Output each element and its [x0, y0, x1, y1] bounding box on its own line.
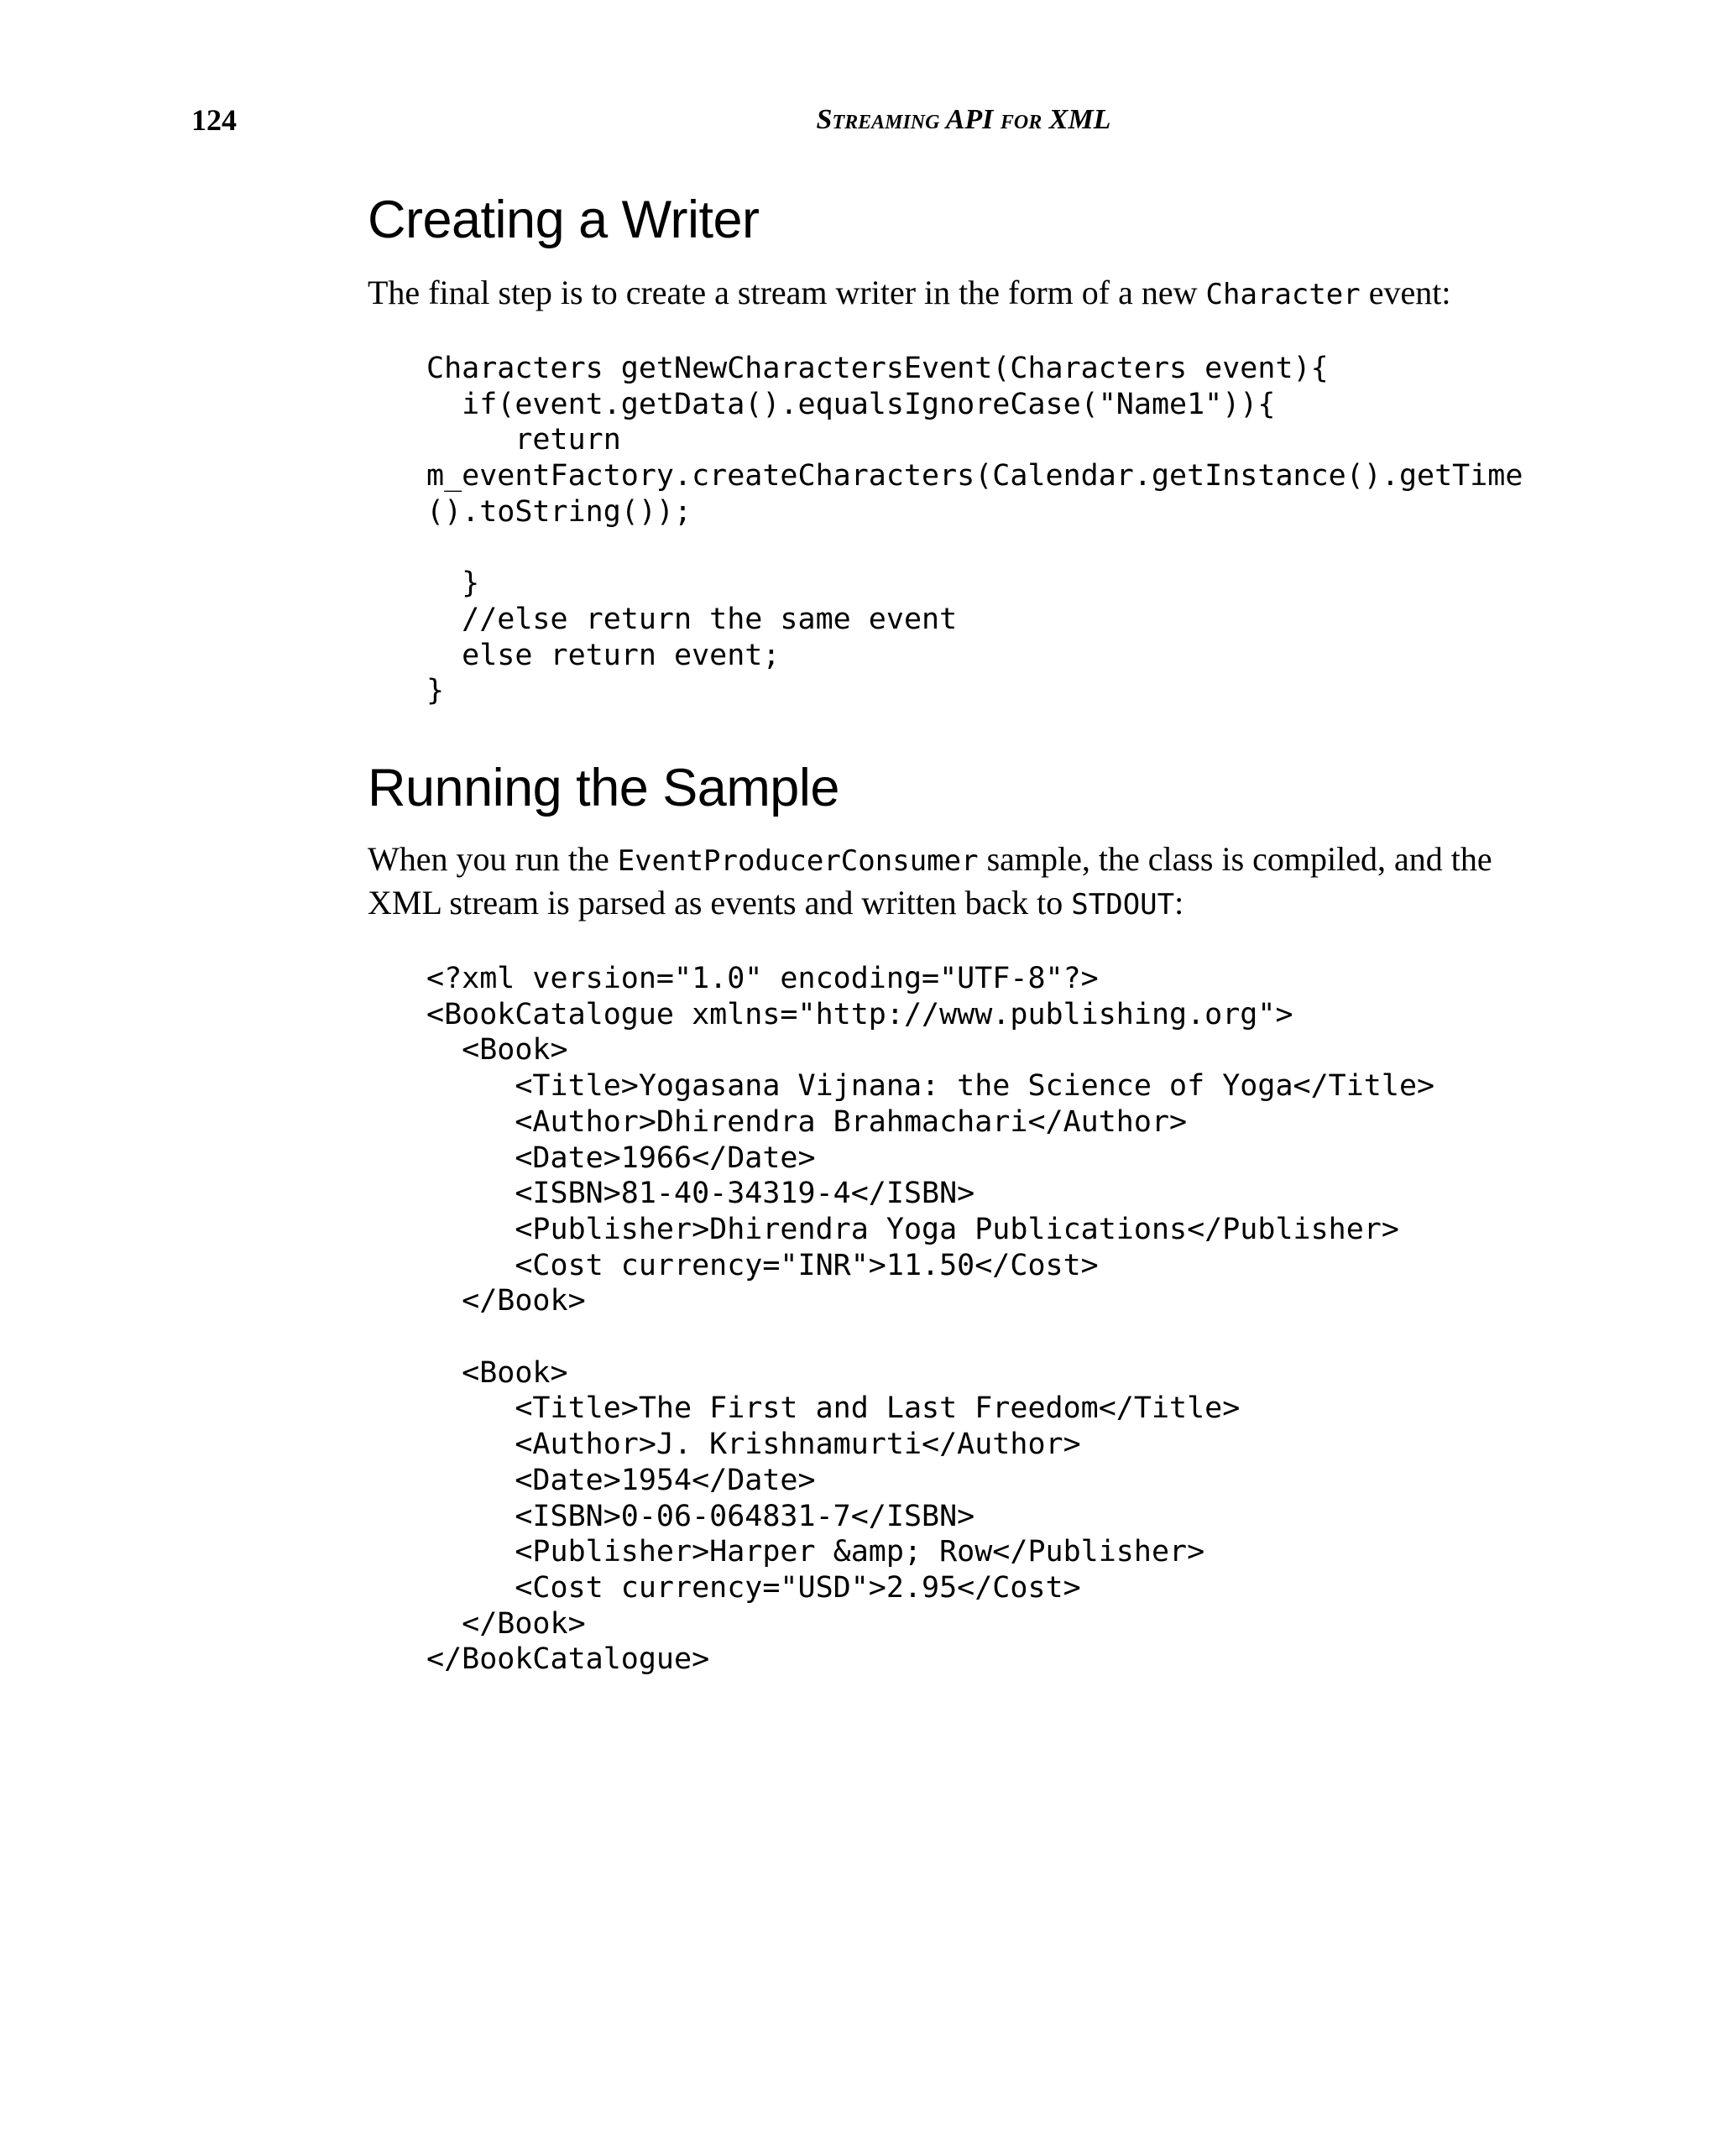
page-number: 124	[191, 103, 237, 137]
paragraph-text: When you run the	[368, 840, 618, 879]
paragraph-text: event:	[1360, 274, 1451, 311]
code-listing-xml-output: <?xml version="1.0" encoding="UTF-8"?> <BookCatalogue xmlns="http://www.publishing.org"> <Book> <Title>Yogasana Vijnana: the Science of Yoga</Title> <Author>Dhirendra Brahmachari</Author> <Date>1966</Date> <ISBN>81-40-34319-4</ISBN> <Publisher>Dhirendra Yoga Publications</Publisher> <Cost currency="INR">11.50</Cost> </Book> <Book> <Title>The First and Last Freedom</Title> <Author>J. Krishnamurti</Author> <Date>1954</Date> <ISBN>0-06-064831-7</ISBN> <Publisher>Harper &amp; Row</Publisher> <Cost currency="USD">2.95</Cost> </Book> </BookCatalogue>	[426, 962, 1435, 1677]
page-content	[368, 185, 1543, 1678]
paragraph-creating-writer	[368, 272, 1543, 316]
inline-code: EventProducerConsumer	[617, 844, 979, 879]
running-title-part: API	[945, 104, 994, 135]
paragraph-text: sample, the class is compiled, and the XML stream is parsed as events and written back to	[368, 840, 1492, 922]
section-heading-running-sample: Running the Sample	[368, 759, 839, 818]
section-heading-creating-writer: Creating a Writer	[368, 191, 760, 249]
running-title	[191, 99, 1551, 141]
running-head	[191, 99, 1551, 141]
code-listing-writer: Characters getNewCharactersEvent(Characters event){ if(event.getData().equalsIgnoreCase("Name1")){ return m_eventFactory.createCharacters(Calendar.getInstance().getTime ().toString()); } //else return the same event else return event; }	[426, 352, 1523, 708]
paragraph-running-sample	[368, 838, 1543, 926]
paragraph-text: :	[1174, 884, 1184, 922]
running-title-part: XML	[1048, 104, 1111, 135]
running-title-part: Streaming	[816, 104, 940, 135]
inline-code: STDOUT	[1071, 888, 1175, 922]
paragraph-text: The final step is to create a stream writer in the form of a new	[368, 274, 1206, 311]
inline-code: Character	[1205, 278, 1361, 311]
running-title-part: for	[1000, 104, 1042, 135]
